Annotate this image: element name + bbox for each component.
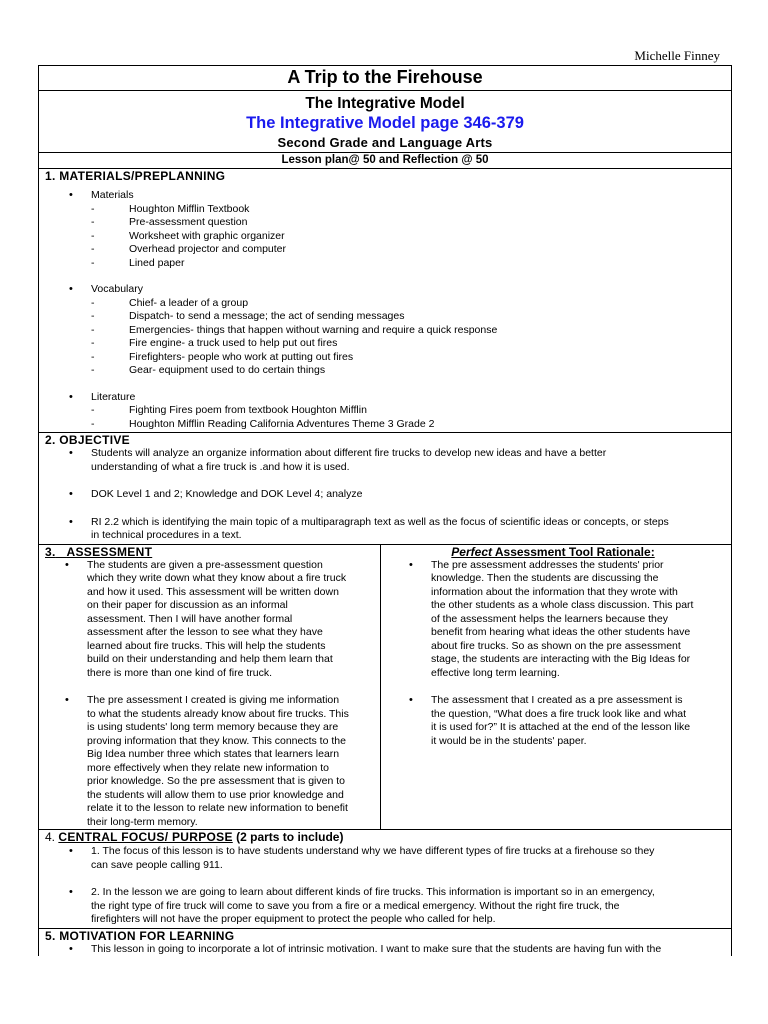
materials-list	[39, 203, 731, 271]
section-assessment	[39, 545, 731, 831]
list-subitem-text: Overhead projector and computer	[129, 243, 287, 255]
central-focus-list	[39, 845, 731, 927]
lesson-reflection-line: Lesson plan@ 50 and Reflection @ 50	[39, 153, 731, 169]
list-item	[39, 488, 731, 502]
text-line: stage, the students are interacting with the Big Ideas for	[431, 653, 691, 665]
list-item	[39, 943, 731, 957]
header-block	[39, 91, 731, 153]
list-subitem-text: Gear- equipment used to do certain things	[129, 364, 326, 376]
section-heading: 5. MOTIVATION FOR LEARNING	[45, 928, 235, 943]
section-motivation	[39, 929, 731, 957]
list-subitem	[39, 243, 731, 257]
text-line: relate it to the lesson to relate new information to benefit	[87, 802, 348, 814]
dash-marker: -	[91, 404, 95, 416]
vocabulary-list	[39, 297, 731, 378]
text-line: build on their understanding and help them learn that	[87, 653, 333, 665]
text-line: more effectively when they relate new information to	[87, 761, 330, 774]
grade-subject: Second Grade and Language Arts	[277, 135, 493, 150]
section-title: CENTRAL FOCUS/ PURPOSE	[58, 830, 233, 844]
dash-marker: -	[91, 417, 95, 430]
section-heading	[39, 830, 731, 845]
list-subitem-text: Dispatch- to send a message; the act of sending messages	[129, 310, 405, 322]
list-subitem	[39, 337, 731, 351]
list-subitem	[39, 297, 731, 311]
text-line: • RI 2.2 which is identifying the main topic of a multiparagraph text as well as the focus of scientific ideas or concepts, or steps	[91, 515, 669, 528]
list-item	[39, 886, 731, 927]
section-heading	[39, 545, 374, 559]
text-line: of the assessment helps the learners because they	[431, 612, 668, 625]
text-line: • The assessment that I created as a pre assessment is	[431, 694, 683, 706]
text-line: proving information that they know. This connects to the	[87, 734, 346, 747]
dash-marker: -	[91, 256, 95, 269]
list-item	[39, 559, 374, 681]
text-line: firefighters will not have the proper equipment to protect the people who called for help.	[91, 913, 496, 925]
dash-marker: -	[91, 229, 95, 242]
list-subitem	[39, 364, 731, 378]
list-item	[39, 516, 731, 543]
list-subitem	[39, 216, 731, 230]
text-line: assessment. Then I will have another formal	[87, 612, 293, 625]
rationale-italic: Perfect	[451, 544, 492, 559]
text-line: • The pre assessment I created is giving me information	[87, 694, 340, 706]
objective-list	[39, 447, 731, 543]
list-subitem	[39, 310, 731, 324]
section-title: ASSESSMENT	[66, 544, 153, 559]
list-subitem-text: Emergencies- things that happen without warning and require a quick response	[129, 323, 498, 336]
dash-marker: -	[91, 243, 95, 255]
text-line: • 1. The focus of this lesson is to have students understand why we have different types of fire trucks at a firehouse so they	[91, 845, 655, 857]
assessment-list	[39, 559, 374, 830]
text-line: about fire trucks. So as shown on the pre assessment	[431, 639, 681, 652]
text-line: there is more than one kind of fire truck.	[87, 666, 273, 679]
dash-marker: -	[91, 337, 95, 349]
section-central-focus	[39, 830, 731, 929]
section-heading: 2. OBJECTIVE	[45, 433, 130, 447]
rationale-column	[381, 545, 731, 830]
list-item	[39, 694, 374, 829]
text-line: is using students' long term memory because they are	[87, 721, 339, 733]
text-line: effective long term learning.	[431, 666, 560, 679]
assessment-column	[39, 545, 381, 830]
text-line: to what the students already know about fire trucks. This	[87, 707, 349, 720]
section-materials	[39, 169, 731, 433]
model-page-heading: The Integrative Model page 346-379	[246, 114, 524, 132]
text-line: the other students as a whole class discussion. This part	[431, 599, 694, 611]
section-number: 3.	[45, 544, 56, 559]
section-heading: 1. MATERIALS/PREPLANNING	[45, 169, 226, 183]
text-line: Big Idea number three which states that learners learn	[87, 748, 340, 760]
text-line: and how it used. This assessment will be written down	[87, 585, 339, 598]
dash-marker: -	[91, 364, 95, 376]
text-line: understanding of what a fire truck is .and how it is used.	[91, 460, 350, 473]
list-subitem	[39, 230, 731, 244]
text-line: assessment after the lesson to see what they have	[87, 626, 323, 638]
list-subitem	[39, 351, 731, 365]
list-item	[381, 559, 725, 681]
text-line: • This lesson in going to incorporate a lot of intrinsic motivation. I want to make sure that the students are having fun with the	[91, 942, 662, 955]
dash-marker: -	[91, 350, 95, 363]
list-subitem	[39, 418, 731, 432]
rationale-heading	[381, 545, 725, 559]
text-line: • The students are given a pre-assessment question	[87, 558, 323, 571]
list-subitem	[39, 203, 731, 217]
text-line: it would be in the students' paper.	[431, 734, 587, 747]
list-subitem	[39, 404, 731, 418]
text-line: prior knowledge. So the pre assessment that is given to	[87, 775, 345, 787]
list-item: • Literature	[39, 391, 731, 405]
dash-marker: -	[91, 216, 95, 228]
section-number: 4.	[45, 830, 56, 844]
list-subitem-text: Houghton Mifflin Reading California Adventures Theme 3 Grade 2	[129, 417, 435, 430]
text-line: it is used for?” It is attached at the end of the lesson like	[431, 721, 691, 733]
list-subitem-text: Fire engine- a truck used to help put out fires	[129, 337, 338, 349]
list-subitem	[39, 324, 731, 338]
dash-marker: -	[91, 202, 95, 215]
dash-marker: -	[91, 323, 95, 336]
list-item	[381, 694, 725, 748]
literature-list	[39, 404, 731, 431]
list-subitem-text: Lined paper	[129, 256, 185, 269]
text-line: in technical procedures in a text.	[91, 529, 242, 541]
list-item: • Materials	[39, 189, 731, 203]
list-subitem-text: Houghton Mifflin Textbook	[129, 202, 250, 215]
text-line: can save people calling 911.	[91, 858, 223, 871]
text-line: on their paper for discussion as an informal	[87, 599, 288, 611]
list-subitem-text: Pre-assessment question	[129, 216, 248, 228]
list-subitem	[39, 257, 731, 271]
section-note: (2 parts to include)	[236, 830, 344, 844]
dash-marker: -	[91, 310, 95, 322]
list-item	[39, 447, 731, 474]
text-line: which they write down what they know about a fire truck	[87, 572, 347, 584]
text-line: learned about fire trucks. This will help the students	[87, 639, 326, 652]
list-subitem-text: Fighting Fires poem from textbook Houghton Mifflin	[129, 404, 367, 416]
text-line: • DOK Level 1 and 2; Knowledge and DOK Level 4; analyze	[91, 488, 363, 500]
motivation-list	[39, 943, 731, 957]
text-line: the right type of fire truck will come to save you from a fire or a medical emergency. Without the right fire truck, the	[91, 899, 620, 912]
text-line: knowledge. Then the students are discussing the	[431, 572, 659, 584]
text-line: information about the information that they wrote with	[431, 585, 678, 598]
list-item: • Vocabulary	[39, 283, 731, 297]
list-subitem-text: Worksheet with graphic organizer	[129, 229, 285, 242]
text-line: benefit from hearing what ideas the other students have	[431, 626, 691, 638]
rationale-list	[381, 559, 725, 749]
text-line: • The pre assessment addresses the students' prior	[431, 558, 664, 571]
model-heading: The Integrative Model	[305, 95, 465, 112]
list-subitem-text: Chief- a leader of a group	[129, 296, 249, 309]
list-subitem-text: Firefighters- people who work at putting out fires	[129, 350, 354, 363]
document-title: A Trip to the Firehouse	[39, 66, 731, 91]
rationale-title: Assessment Tool Rationale:	[491, 544, 655, 559]
text-line: the students will allow them to use prior knowledge and	[87, 788, 344, 801]
text-line: • Students will analyze an organize information about different fire trucks to develop new ideas and have a better	[91, 447, 607, 459]
dash-marker: -	[91, 296, 95, 309]
text-line: their long-term memory.	[87, 815, 198, 828]
author-name: Michelle Finney	[634, 48, 720, 63]
list-item	[39, 845, 731, 872]
lesson-plan-table	[38, 65, 732, 956]
text-line: • 2. In the lesson we are going to learn about different kinds of fire trucks. This information is important so in an emergency,	[91, 886, 655, 898]
text-line: the question, “What does a fire truck look like and what	[431, 707, 687, 720]
section-objective	[39, 433, 731, 545]
